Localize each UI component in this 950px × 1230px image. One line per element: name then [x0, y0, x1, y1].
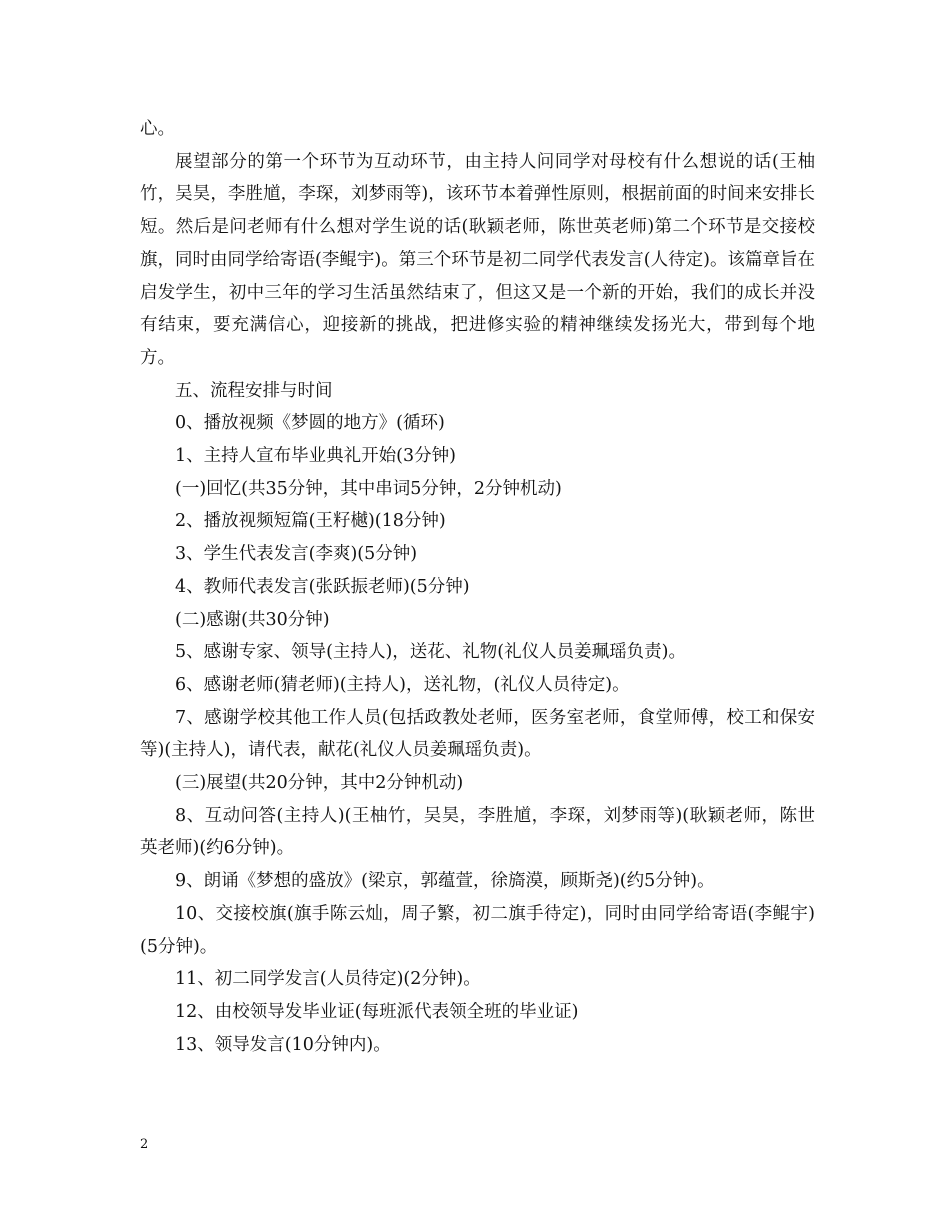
schedule-item-11: 11、初二同学发言(人员待定)(2分钟)。 — [175, 969, 481, 990]
document-body — [140, 113, 815, 1061]
schedule-item-7: 7、感谢学校其他工作人员(包括政教处老师，医务室老师，食堂师傅，校工和保安等)(主持人)，请代表，献花(礼仪人员姜珮瑶负责)。 — [140, 707, 815, 761]
schedule-subheading-outlook: (三)展望(共20分钟，其中2分钟机动) — [175, 773, 464, 794]
section-heading-schedule: 五、流程安排与时间 — [175, 380, 333, 401]
schedule-item-9: 9、朗诵《梦想的盛放》(梁京，郭蕴萱，徐旖漠，顾斯尧)(约5分钟)。 — [175, 871, 715, 892]
schedule-item-2: 2、播放视频短篇(王籽樾)(18分钟) — [175, 511, 446, 532]
schedule-item-3: 3、学生代表发言(李爽)(5分钟) — [175, 544, 418, 565]
schedule-item-5: 5、感谢专家、领导(主持人)，送花、礼物(礼仪人员姜珮瑶负责)。 — [175, 642, 686, 663]
schedule-item-6: 6、感谢老师(猜老师)(主持人)，送礼物，(礼仪人员待定)。 — [175, 674, 630, 695]
paragraph-outlook-description: 展望部分的第一个环节为互动环节，由主持人问同学对母校有什么想说的话(王柚竹，吴昊，李胜馗，李琛，刘梦雨等)，该环节本着弹性原则，根据前面的时间来安排长短。然后是问老师有什么想对学生说的话(耿颖老师，陈世英老师)第二个环节是交接校旗，同时由同学给寄语(李鲲宇)。第三个环节是初二同学代表发言(人待定)。该篇章旨在启发学生，初中三年的学习生活虽然结束了，但这又是一个新的开始，我们的成长并没有结束，要充满信心，迎接新的挑战，把进修实验的精神继续发扬光大，带到每个地方。 — [140, 151, 815, 368]
schedule-subheading-memory: (一)回忆(共35分钟，其中串词5分钟，2分钟机动) — [175, 478, 562, 499]
schedule-item-4: 4、教师代表发言(张跃振老师)(5分钟) — [175, 576, 470, 597]
schedule-item-1: 1、主持人宣布毕业典礼开始(3分钟) — [175, 446, 456, 467]
schedule-item-13: 13、领导发言(10分钟内)。 — [175, 1034, 391, 1055]
paragraph-continuation: 心。 — [140, 119, 175, 139]
schedule-item-0: 0、播放视频《梦圆的地方》(循环) — [175, 413, 445, 434]
schedule-item-12: 12、由校领导发毕业证(每班派代表领全班的毕业证) — [175, 1001, 579, 1022]
schedule-item-8: 8、互动问答(主持人)(王柚竹，吴昊，李胜馗，李琛，刘梦雨等)(耿颖老师，陈世英老师)(约6分钟)。 — [140, 805, 815, 859]
schedule-subheading-thanks: (二)感谢(共30分钟) — [175, 609, 330, 630]
schedule-item-10: 10、交接校旗(旗手陈云灿，周子繁，初二旗手待定)，同时由同学给寄语(李鲲宇)(5分钟)。 — [140, 903, 815, 957]
page-number: 2 — [140, 1137, 149, 1152]
